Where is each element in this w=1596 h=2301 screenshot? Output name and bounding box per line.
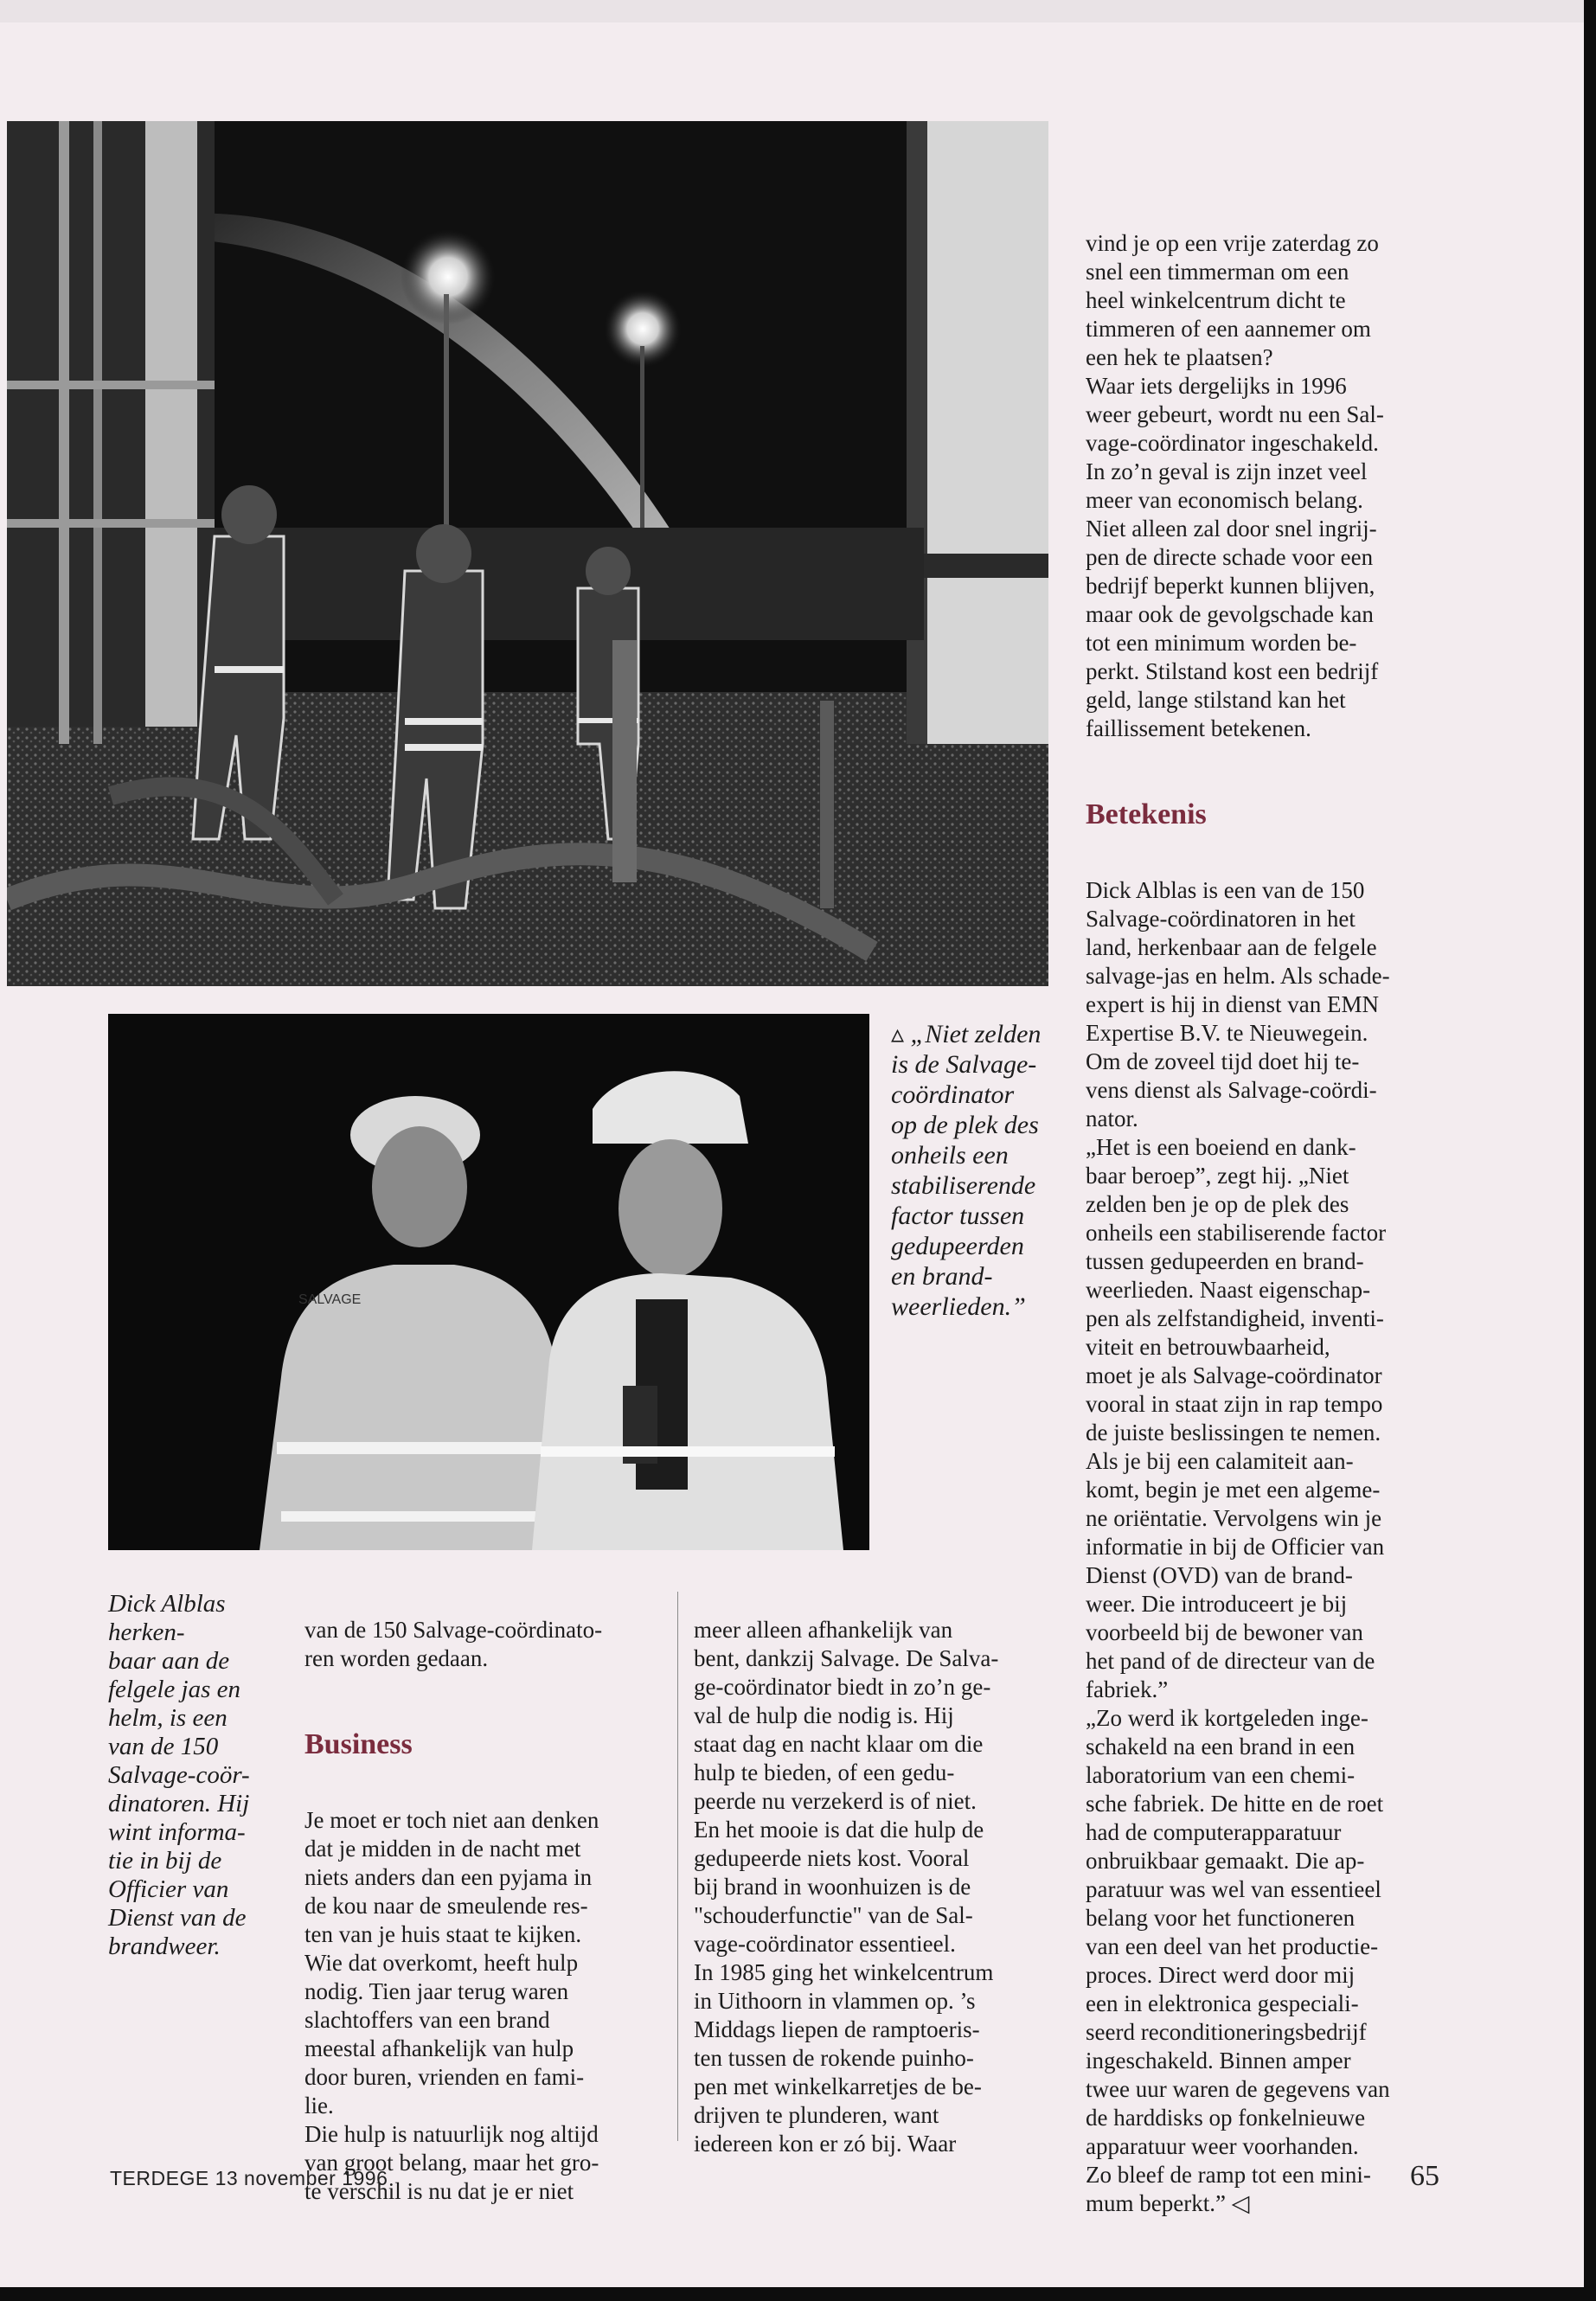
business-heading: Business (304, 1728, 413, 1760)
right-column-body-text: Dick Alblas is een van de 150 Salvage-coördinatoren in het land, herkenbaar aan de felgele salvage-jas en helm. Als schade- expert is hij in dienst van EMN Expertise B.V. te Nieuwegein. Om de zoveel tijd doet hij te- vens dienst als Salvage-coördi- nator. „Het is een boeiend en dank- baar beroep”, zegt hij. „Niet zelden ben je op de plek des onheils een stabiliserende factor tussen gedupeerden en brand- weerlieden. Naast eigenschap- pen als zelfstandigheid, inventi- viteit en betrouwbaarheid, moet je als Salvage-coördinator vooral in staat zijn in rap tempo de juiste beslissingen te nemen. Als je bij een calamiteit aan- komt, begin je met een algeme- ne oriëntatie. Vervolgens win je informatie in bij de Officier van Dienst (OVD) van de brand- weer. Die introduceert je bij voorbeeld bij de bewoner van het pand of de directeur van de fabriek.” „Zo werd ik kortgeleden inge- schakeld na een brand in een laboratorium van een chemi- sche fabriek. De hitte en de roet had de computerapparatuur onbruikbaar gemaakt. Die ap- paratuur was wel van essentieel belang voor het functioneren van een deel van het productie- proces. Direct werd door mij een in elektronica gespeciali- seerd reconditioneringsbedrijf ingeschakeld. Binnen amper twee uur waren de gegevens van de harddisks op fonkelnieuwe apparatuur weer voorhanden. Zo bleef de ramp tot een mini- mum beperkt.” ◁ (1086, 877, 1390, 2216)
page-number: 65 (1410, 2160, 1439, 2192)
photo-caption: Dick Alblas herken- baar aan de felgele jas en helm, is een van de 150 Salvage-coör- dinatoren. Hij wint informa- tie in bij de Officier van Dienst van de brandweer. (108, 1590, 250, 1960)
column-3-body-text: meer alleen afhankelijk van bent, dankzij Salvage. De Salva- ge-coördinator biedt in zo’n ge- val de hulp die nodig is. Hij staat dag en nacht klaar om die hulp te bieden, of een gedu- peerde nu verzekerd is of niet. En het mooie is dat die hulp de gedupeerde niets kost. Vooral bij brand in woonhuizen is de "schouderfunctie" van de Sal- vage-coördinator essentieel. In 1985 ging het winkelcentrum in Uithoorn in vlammen op. ’s Middags liepen de ramptoeris- ten tussen de rokende puinho- pen met winkelkarretjes de be- drijven te plunderen, want iedereen kon er zó bij. Waar (694, 1617, 999, 2157)
top-photo (7, 121, 1048, 986)
column-2 (304, 1587, 668, 2234)
scan-border-bottom (0, 2287, 1596, 2301)
right-column (1086, 201, 1492, 2247)
middle-photo (108, 1014, 869, 1550)
column-rule (677, 1592, 678, 2141)
top-strip (0, 0, 1584, 22)
betekenis-heading: Betekenis (1086, 798, 1207, 830)
pull-quote: ▵ „Niet zelden is de Salvage- coördinator op de plek des onheils een stabiliserende factor tussen gedupeerden en brand- weerlieden.” (891, 1020, 1042, 1321)
firefighters-night-photo-icon (7, 121, 1048, 986)
column-2-top-text: van de 150 Salvage-coördinato- ren worden gedaan. (304, 1617, 603, 1671)
column-2-body-text: Je moet er toch niet aan denken dat je midden in de nacht met niets anders dan een pyjama in de kou naar de smeulende res- ten van je huis staat te kijken. Wie dat overkomt, heeft hulp nodig. Tien jaar terug waren slachtoffers van een brand meestal afhankelijk van hulp door buren, vrienden en fami- lie. Die hulp is natuurlijk nog altijd van groot belang, maar het gro- te verschil is nu dat je er niet (304, 1807, 599, 2204)
publication-footer: TERDEGE 13 november 1996 (110, 2167, 388, 2189)
right-column-top-text: vind je op een vrije zaterdag zo snel een timmerman om een heel winkelcentrum dicht te timmeren of een aannemer om een hek te plaatsen? Waar iets dergelijks in 1996 weer gebeurt, wordt nu een Sal- vage-coördinator ingeschakeld. In zo’n geval is zijn inzet veel meer van economisch belang. Niet alleen zal door snel ingrij- pen de directe schade voor een bedrijf beperkt kunnen blijven, maar ook de gevolgschade kan tot een minimum worden be- perkt. Stilstand kost een bedrijf geld, lange stilstand kan het faillissement betekenen. (1086, 230, 1384, 741)
salvage-coordinators-photo-icon (108, 1014, 869, 1550)
scan-border-right (1584, 0, 1596, 2301)
column-3 (694, 1587, 1057, 2187)
jacket-label: SALVAGE (298, 1292, 362, 1307)
